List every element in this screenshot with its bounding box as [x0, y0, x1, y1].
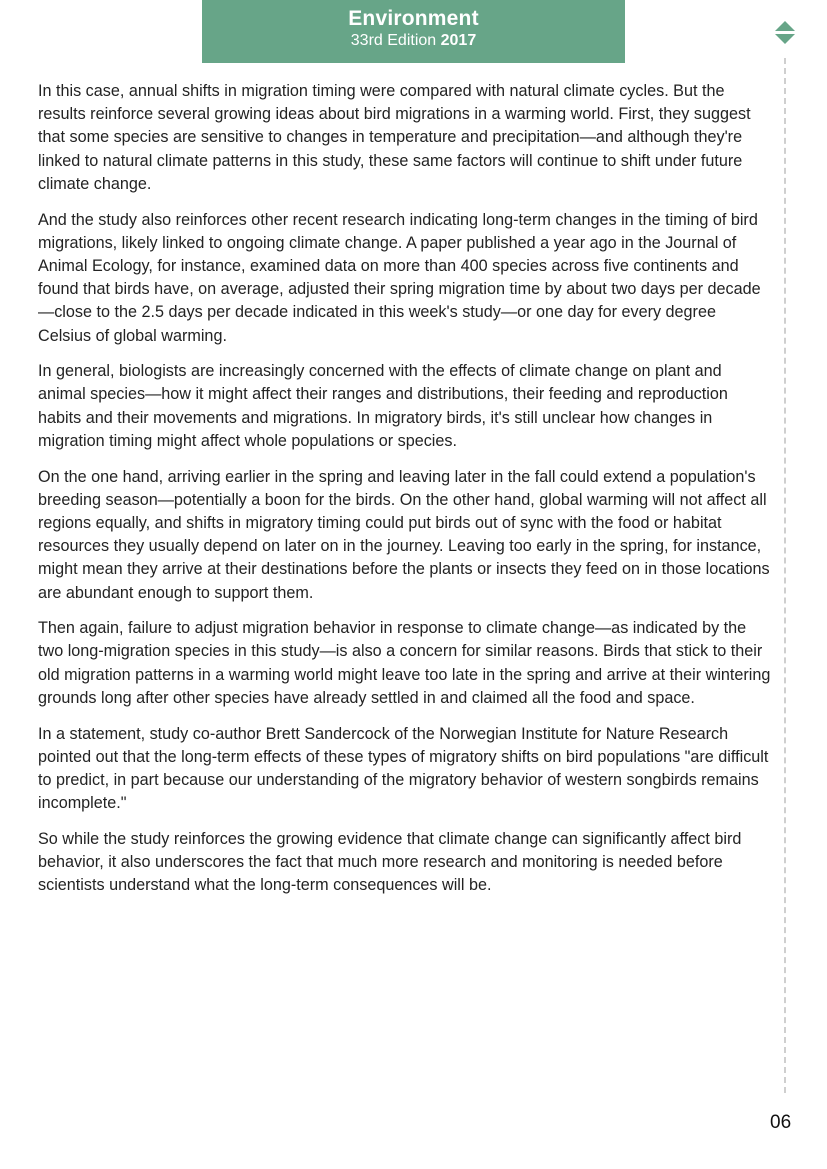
- paragraph: So while the study reinforces the growing evidence that climate change can significantly affect bird behavior, it also underscores the fact that much more research and monitoring is needed before scientists understand what the long-term consequences will be.: [38, 829, 742, 895]
- paragraph: In general, biologists are increasingly concerned with the effects of climate change on plant and animal species—how it might affect their ranges and distributions, their feeding and reproduction habits and their movements and migrations. In migratory birds, it's still unclear how changes in migration timing might affect whole populations or species.: [38, 362, 728, 450]
- page-nav-arrows[interactable]: [774, 20, 796, 46]
- paragraph: In this case, annual shifts in migration timing were compared with natural climate cycles. But the results reinforce several growing ideas about bird migrations in a warming world. First, they suggest that some species are sensitive to changes in temperature and precipitation—and although they're linked to natural climate patterns in this study, these same factors will continue to shift under future climate change.: [38, 82, 751, 193]
- paragraph: And the study also reinforces other recent research indicating long-term changes in the timing of bird migrations, likely linked to ongoing climate change. A paper published a year ago in the Journal of Animal Ecology, for instance, examined data on more than 400 species across five continents and found that birds have, on average, adjusted their spring migration time by about two days per decade—close to the 2.5 days per decade indicated in this week's study—or one day for every degree Celsius of global warming.: [38, 210, 761, 345]
- vertical-dashed-divider: [784, 58, 786, 1093]
- section-header-banner: [202, 0, 625, 63]
- edition-label: 33rd Edition: [350, 32, 437, 49]
- edition-year: 2017: [440, 32, 477, 49]
- up-down-arrows-icon[interactable]: [774, 20, 796, 46]
- article-body: [38, 80, 773, 910]
- down-arrow-icon: [775, 34, 795, 44]
- paragraph: Then again, failure to adjust migration behavior in response to climate change—as indicated by the two long-migration species in this study—is also a concern for similar reasons. Birds that stick to their old migration patterns in a warming world might leave too late in the spring and arrive at their wintering grounds long after other species have already settled in and claimed all the food and space.: [38, 619, 771, 707]
- edition-line: [202, 31, 625, 51]
- page-number: 06: [770, 1112, 792, 1133]
- paragraph: On the one hand, arriving earlier in the spring and leaving later in the fall could extend a population's breeding season—potentially a boon for the birds. On the other hand, global warming will not affect all regions equally, and shifts in migratory timing could put birds out of sync with the food or habitat resources they usually depend on later on in the journey. Leaving too early in the spring, for instance, might mean they arrive at their destinations before the plants or insects they feed on in those locations are abundant enough to support them.: [38, 467, 770, 602]
- up-arrow-icon: [775, 21, 795, 31]
- paragraph: In a statement, study co-author Brett Sandercock of the Norwegian Institute for Nature Research pointed out that the long-term effects of these types of migratory shifts on bird populations "are difficult to predict, in part because our understanding of the migratory behavior of western songbirds remains incomplete.": [38, 724, 769, 813]
- section-title: Environment: [348, 7, 479, 30]
